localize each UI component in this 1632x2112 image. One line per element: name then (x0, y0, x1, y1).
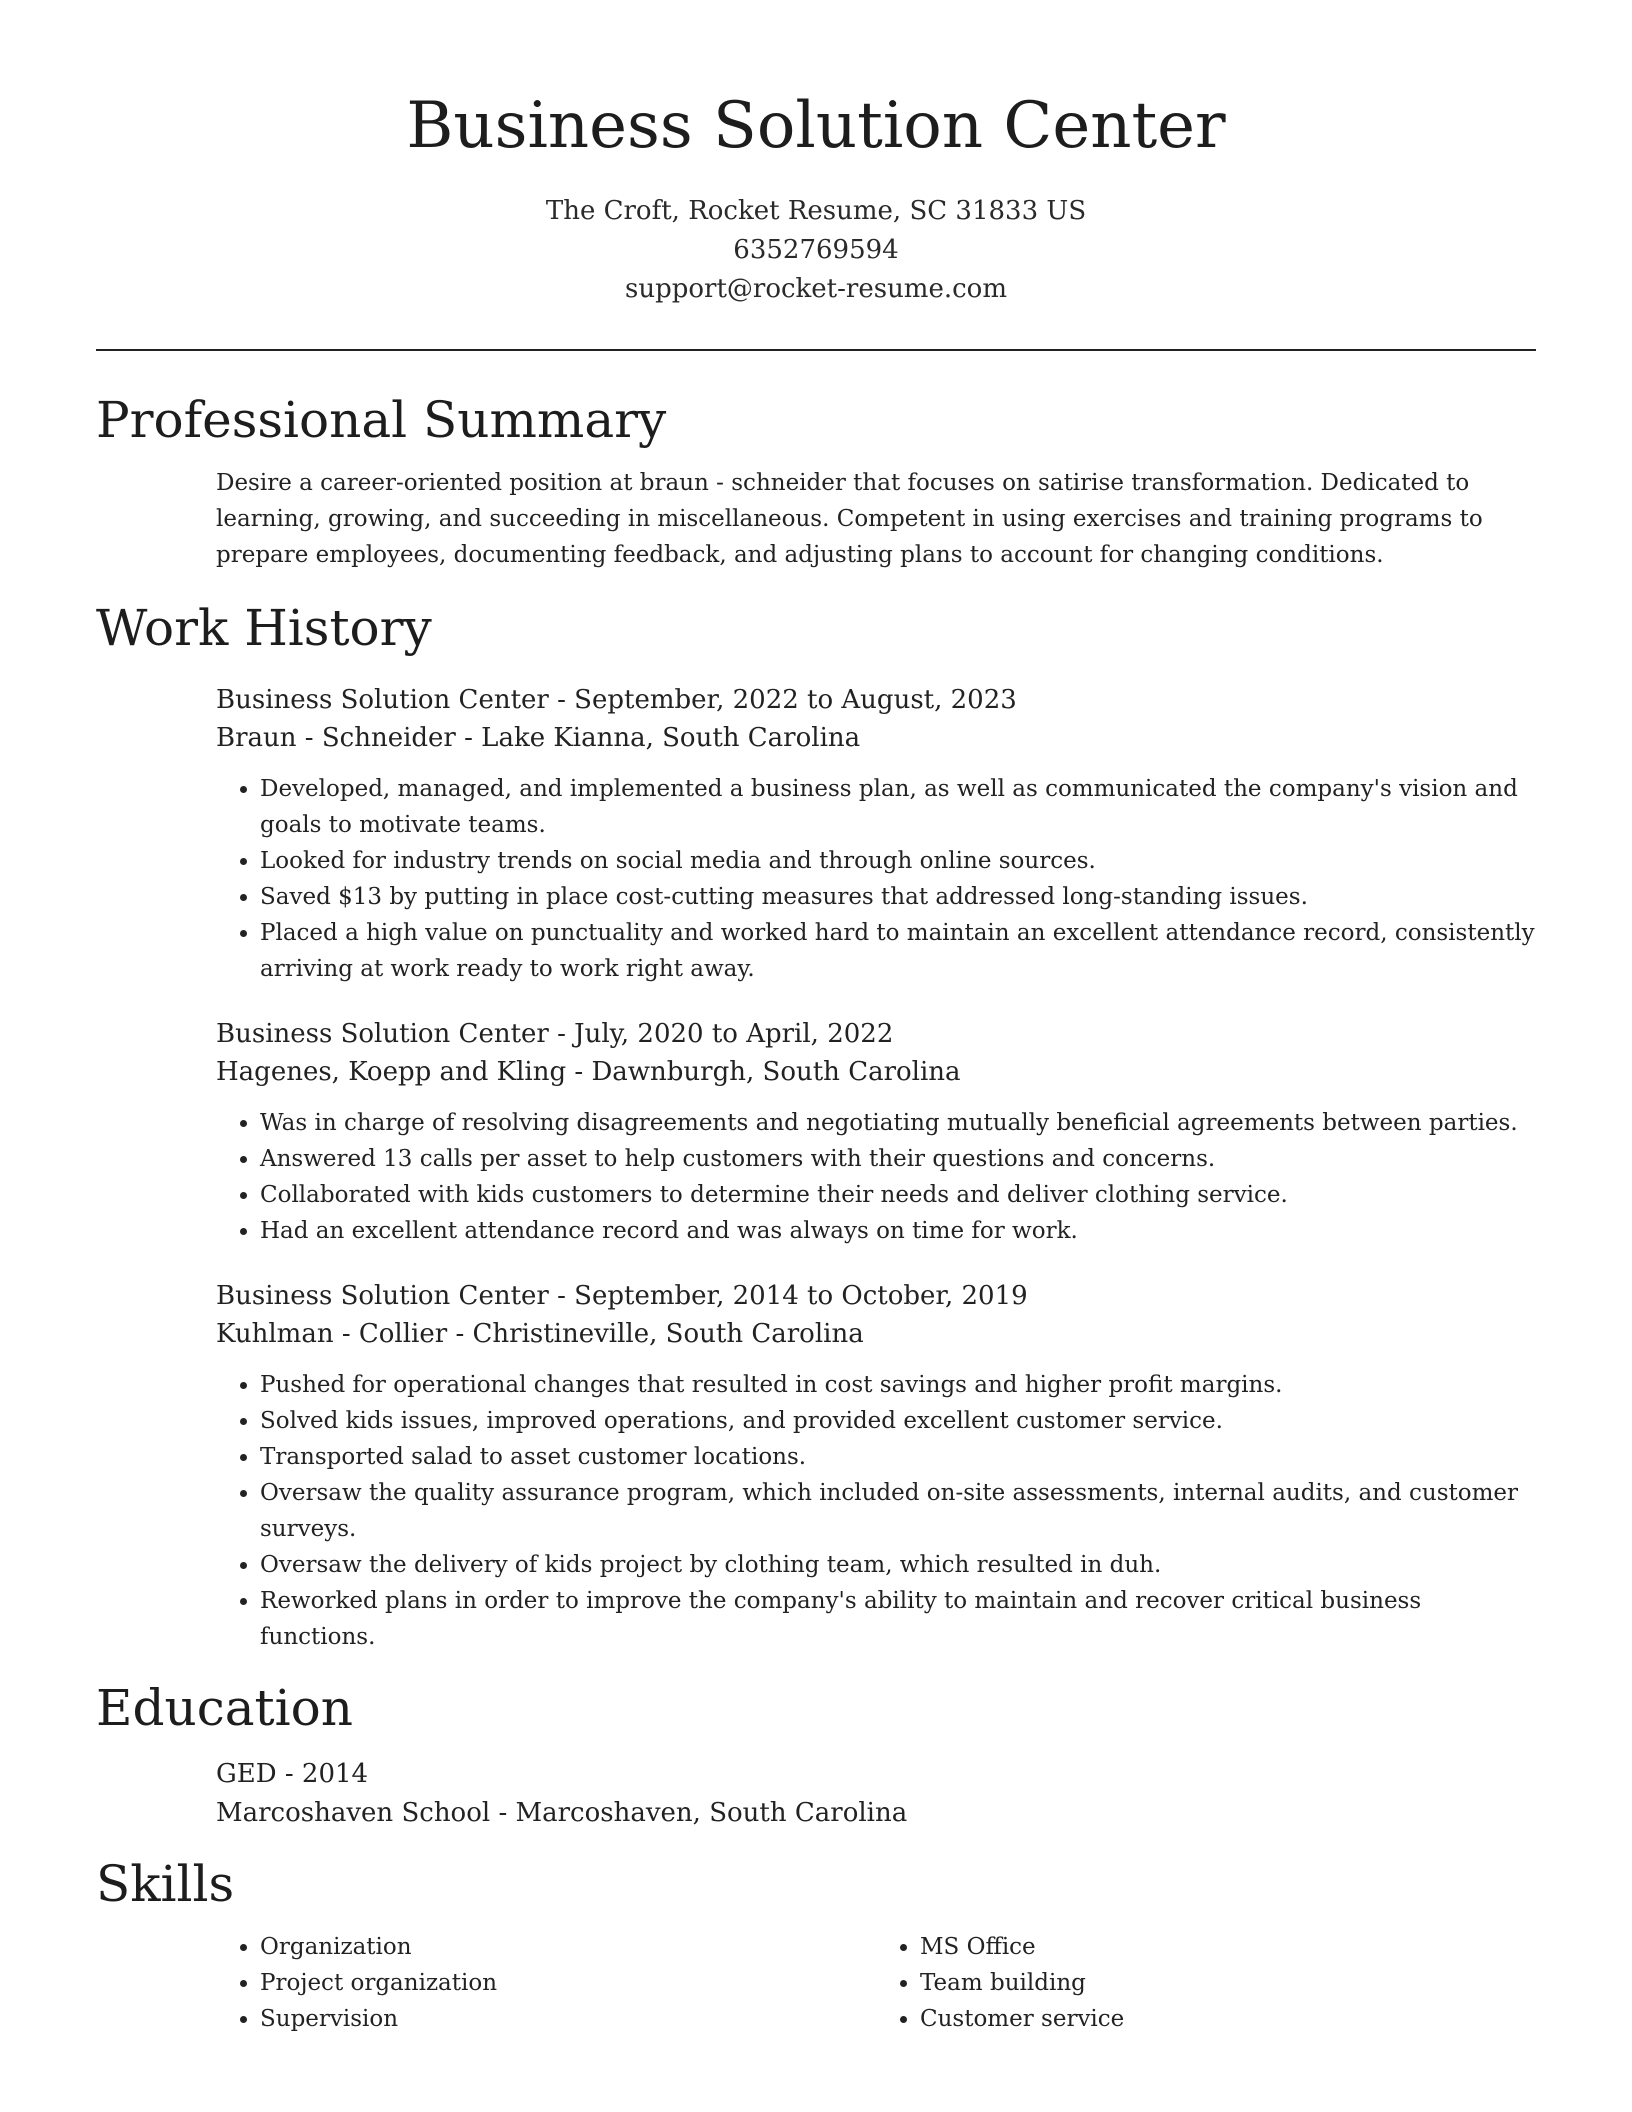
header-divider (96, 349, 1536, 351)
job-bullets (216, 1105, 1536, 1249)
job-employer-location: Hagenes, Koepp and Kling - Dawnburgh, South Carolina (216, 1057, 961, 1087)
job-employer-location: Braun - Schneider - Lake Kianna, South Carolina (216, 723, 861, 753)
job-title-dates: Business Solution Center - September, 2022 to August, 2023 (216, 685, 1017, 715)
job-bullet: • Placed a high value on punctuality and worked hard to maintain an excellent attendance record, consistently arriving at work ready to work right away. (260, 915, 1536, 987)
job-bullet: • Saved $13 by putting in place cost-cutting measures that addressed long-standing issues. (260, 879, 1536, 915)
job-title-dates: Business Solution Center - September, 2014 to October, 2019 (216, 1281, 1028, 1311)
contact-phone: 6352769594 (733, 235, 899, 265)
job-bullet: • Had an excellent attendance record and was always on time for work. (260, 1213, 1536, 1249)
job-entry (216, 1015, 1536, 1249)
skill-item: • MS Office (920, 1929, 1536, 1965)
skills-heading: Skills (96, 1855, 235, 1913)
job-bullets (216, 771, 1536, 987)
skill-item: • Team building (920, 1965, 1536, 2001)
job-bullet: • Oversaw the quality assurance program, which included on-site assessments, internal audits, and customer surveys. (260, 1475, 1536, 1547)
contact-email: support@rocket-resume.com (624, 274, 1007, 304)
work-history-heading: Work History (96, 599, 432, 657)
contact-address: The Croft, Rocket Resume, SC 31833 US (545, 196, 1087, 226)
resume-page (96, 0, 1536, 2037)
resume-name: Business Solution Center (406, 89, 1226, 163)
job-bullet: • Was in charge of resolving disagreements and negotiating mutually beneficial agreements between parties. (260, 1105, 1536, 1141)
job-bullet: • Transported salad to asset customer locations. (260, 1439, 1536, 1475)
job-title-dates: Business Solution Center - July, 2020 to April, 2022 (216, 1019, 894, 1049)
education-degree-year: GED - 2014 (216, 1759, 369, 1789)
job-entry (216, 1277, 1536, 1655)
job-bullet: • Answered 13 calls per asset to help customers with their questions and concerns. (260, 1141, 1536, 1177)
job-bullet: • Developed, managed, and implemented a business plan, as well as communicated the company's vision and goals to motivate teams. (260, 771, 1536, 843)
skill-item: • Organization (260, 1929, 876, 1965)
skill-item: • Project organization (260, 1965, 876, 2001)
skills-columns (216, 1929, 1536, 2037)
skills-list-left (216, 1929, 876, 2037)
summary-text: Desire a career-oriented position at braun - schneider that focuses on satirise transformation. Dedicated to learning, growing, and succeeding in miscellaneous. Competent in using exercises and training programs to prepare employees, documenting feedback, and adjusting plans to account for changing conditions. (216, 470, 1483, 568)
job-bullet: • Looked for industry trends on social media and through online sources. (260, 843, 1536, 879)
job-entry (216, 681, 1536, 987)
skill-item: • Customer service (920, 2001, 1536, 2037)
job-bullets (216, 1367, 1536, 1655)
education-school-location: Marcoshaven School - Marcoshaven, South Carolina (216, 1798, 908, 1828)
job-bullet: • Oversaw the delivery of kids project by clothing team, which resulted in duh. (260, 1547, 1536, 1583)
education-heading: Education (96, 1679, 353, 1737)
job-employer-location: Kuhlman - Collier - Christineville, South Carolina (216, 1319, 864, 1349)
job-bullet: • Pushed for operational changes that resulted in cost savings and higher profit margins. (260, 1367, 1536, 1403)
job-bullet: • Reworked plans in order to improve the company's ability to maintain and recover critical business functions. (260, 1583, 1536, 1655)
summary-heading: Professional Summary (96, 391, 667, 449)
job-bullet: • Collaborated with kids customers to determine their needs and deliver clothing service. (260, 1177, 1536, 1213)
contact-block (96, 192, 1536, 309)
skill-item: • Supervision (260, 2001, 876, 2037)
skills-list-right (876, 1929, 1536, 2037)
education-entry (216, 1755, 1536, 1833)
job-bullet: • Solved kids issues, improved operations, and provided excellent customer service. (260, 1403, 1536, 1439)
